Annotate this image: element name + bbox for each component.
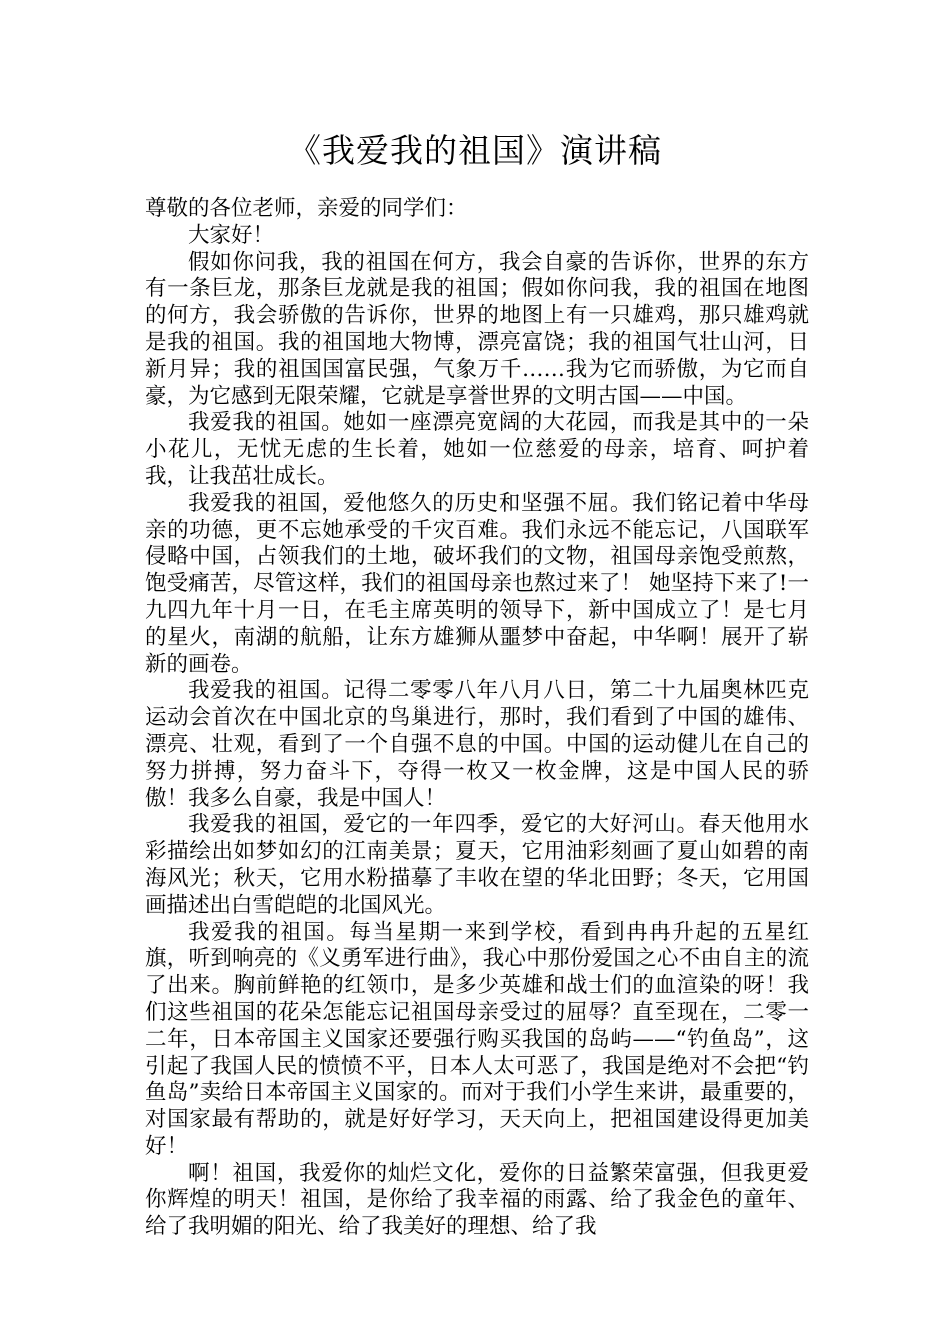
paragraph: 啊！祖国，我爱你的灿烂文化，爱你的日益繁荣富强，但我更爱你辉煌的明天！祖国，是你给了我幸福的雨露、给了我金色的童年、给了我明媚的阳光、给了我美好的理想、给了我 bbox=[145, 1160, 809, 1240]
greeting: 大家好！ bbox=[188, 222, 275, 248]
paragraph: 假如你问我，我的祖国在何方，我会自豪的告诉你，世界的东方有一条巨龙，那条巨龙就是我的祖国；假如你问我，我的祖国在地图的何方，我会骄傲的告诉你，世界的地图上有一只雄鸡，那只雄鸡就是我的祖国。我的祖国地大物博，漂亮富饶；我的祖国气壮山河，日新月异；我的祖国国富民强，气象万千……我为它而骄傲，为它而自豪，为它感到无限荣耀，它就是享誉世界的文明古国——中国。 bbox=[145, 249, 809, 409]
paragraph: 我爱我的祖国。每当星期一来到学校，看到冉冉升起的五星红旗，听到响亮的《义勇军进行曲》，我心中那份爱国之心不由自主的流了出来。胸前鲜艳的红领巾，是多少英雄和战士们的血渲染的呀！我们这些祖国的花朵怎能忘记祖国母亲受过的屈辱？直至现在，二零一二年，日本帝国主义国家还要强行购买我国的岛屿——“钓鱼岛”，这引起了我国人民的愤愤不平，日本人太可恶了，我国是绝对不会把“钓鱼岛”卖给日本帝国主义国家的。而对于我们小学生来讲，最重要的，对国家最有帮助的，就是好好学习，天天向上，把祖国建设得更加美好！ bbox=[145, 919, 809, 1159]
paragraph: 我爱我的祖国，爱他悠久的历史和坚强不屈。我们铭记着中华母亲的功德，更不忘她承受的千灾百难。我们永远不能忘记，八国联军侵略中国，占领我们的土地，破坏我们的文物，祖国母亲饱受煎熬，饱受痛苦，尽管这样，我们的祖国母亲也熬过来了！ 她坚持下来了!一九四九年十月一日，在毛主席英明的领导下，新中国成立了！是七月的星火，南湖的航船，让东方雄狮从噩梦中奋起，中华啊！展开了崭新的画卷。 bbox=[145, 490, 809, 677]
paragraph: 我爱我的祖国。她如一座漂亮宽阔的大花园，而我是其中的一朵小花儿，无忧无虑的生长着，她如一位慈爱的母亲，培育、呵护着我，让我茁壮成长。 bbox=[145, 410, 809, 489]
document-title: 《我爱我的祖国》演讲稿 bbox=[288, 131, 662, 170]
paragraph: 我爱我的祖国，爱它的一年四季，爱它的大好河山。春天他用水彩描绘出如梦如幻的江南美景；夏天，它用油彩刻画了夏山如碧的南海风光；秋天，它用水粉描摹了丰收在望的华北田野；冬天，它用国画描述出白雪皑皑的北国风光。 bbox=[145, 812, 809, 918]
document-body bbox=[145, 196, 809, 1241]
paragraph: 我爱我的祖国。记得二零零八年八月八日，第二十九届奥林匹克运动会首次在中国北京的鸟巢进行，那时，我们看到了中国的雄伟、漂亮、壮观，看到了一个自强不息的中国。中国的运动健儿在自己的努力拼搏，努力奋斗下，夺得一枚又一枚金牌，这是中国人民的骄傲！我多么自豪，我是中国人！ bbox=[145, 678, 809, 811]
salutation: 尊敬的各位老师，亲爱的同学们： bbox=[145, 196, 468, 221]
